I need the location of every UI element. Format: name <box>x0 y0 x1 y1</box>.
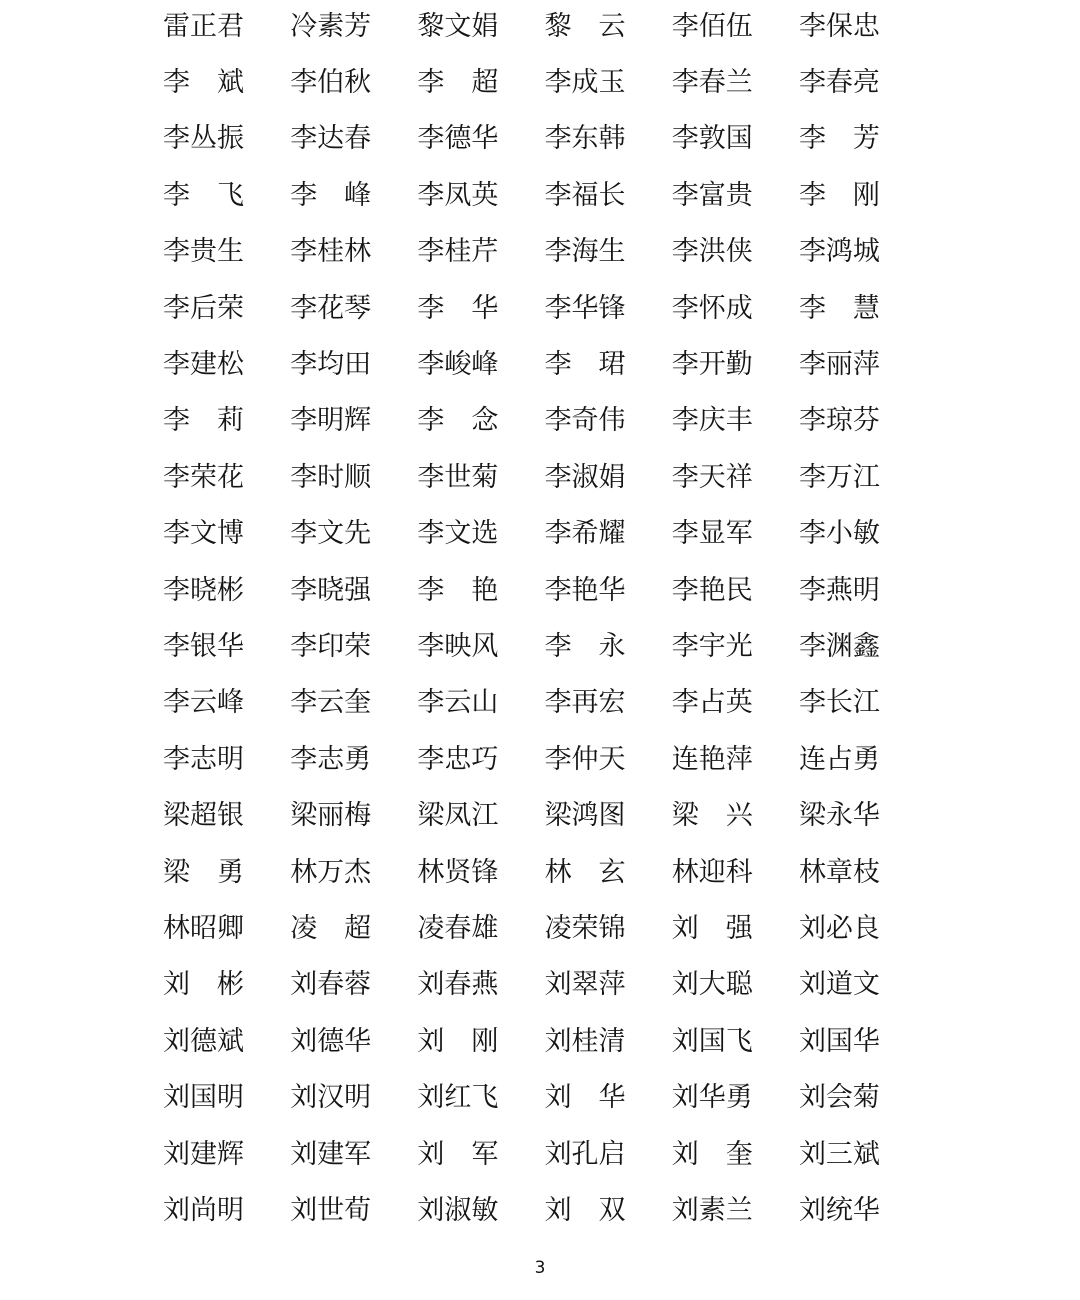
person-name: 李 珺 <box>544 349 626 381</box>
person-name: 李映风 <box>417 630 499 662</box>
person-name: 刘国华 <box>798 1025 880 1057</box>
person-name: 李占英 <box>671 687 753 719</box>
person-name: 李 永 <box>544 630 626 662</box>
person-name: 李云奎 <box>290 687 372 719</box>
person-name: 冷素芳 <box>290 10 372 42</box>
person-name: 李文先 <box>290 518 372 550</box>
name-row <box>163 1182 880 1238</box>
name-row <box>163 618 880 674</box>
person-name: 刘 奎 <box>671 1138 753 1170</box>
person-name: 李庆丰 <box>671 405 753 437</box>
person-name: 林迎科 <box>671 856 753 888</box>
person-name: 刘汉明 <box>290 1082 372 1114</box>
person-name: 李渊鑫 <box>798 630 880 662</box>
person-name: 李 超 <box>417 67 499 99</box>
person-name: 李怀成 <box>671 292 753 324</box>
person-name: 李 慧 <box>798 292 880 324</box>
person-name: 李 莉 <box>163 405 244 437</box>
person-name: 梁凤江 <box>417 800 499 832</box>
person-name: 李天祥 <box>671 461 753 493</box>
page-number: 3 <box>534 1258 546 1278</box>
name-row <box>163 280 880 336</box>
person-name: 李银华 <box>163 630 244 662</box>
person-name: 李艳民 <box>671 574 753 606</box>
person-name: 李云峰 <box>163 687 244 719</box>
person-name: 李荣花 <box>163 461 244 493</box>
person-name: 刘世荀 <box>290 1194 372 1226</box>
person-name: 李凤英 <box>417 179 499 211</box>
name-row <box>163 787 880 843</box>
name-row <box>163 1126 880 1182</box>
person-name: 刘道文 <box>798 969 880 1001</box>
person-name: 刘春燕 <box>417 969 499 1001</box>
person-name: 李建松 <box>163 349 244 381</box>
person-name: 林 玄 <box>544 856 626 888</box>
person-name: 林昭卿 <box>163 912 244 944</box>
person-name: 李丛振 <box>163 123 244 155</box>
name-row <box>163 0 880 54</box>
name-row <box>163 167 880 223</box>
person-name: 李希耀 <box>544 518 626 550</box>
person-name: 刘建军 <box>290 1138 372 1170</box>
name-row <box>163 111 880 167</box>
person-name: 李 刚 <box>798 179 880 211</box>
person-name: 李志明 <box>163 743 244 775</box>
person-name: 李 峰 <box>290 179 372 211</box>
person-name: 李明辉 <box>290 405 372 437</box>
person-name: 连占勇 <box>798 743 880 775</box>
person-name: 梁鸿图 <box>544 800 626 832</box>
name-row <box>163 54 880 110</box>
person-name: 李成玉 <box>544 67 626 99</box>
person-name: 李 华 <box>417 292 499 324</box>
person-name: 李世菊 <box>417 461 499 493</box>
person-name: 刘桂清 <box>544 1025 626 1057</box>
person-name: 连艳萍 <box>671 743 753 775</box>
name-row <box>163 506 880 562</box>
person-name: 李后荣 <box>163 292 244 324</box>
person-name: 林章枝 <box>798 856 880 888</box>
person-name: 李印荣 <box>290 630 372 662</box>
person-name: 李忠巧 <box>417 743 499 775</box>
person-name: 李春兰 <box>671 67 753 99</box>
person-name: 黎 云 <box>544 10 626 42</box>
person-name: 刘孔启 <box>544 1138 626 1170</box>
person-name: 刘红飞 <box>417 1082 499 1114</box>
person-name: 刘国明 <box>163 1082 244 1114</box>
person-name: 李鸿城 <box>798 236 880 268</box>
person-name: 李再宏 <box>544 687 626 719</box>
name-row <box>163 957 880 1013</box>
person-name: 黎文娟 <box>417 10 499 42</box>
name-grid <box>163 0 880 1239</box>
person-name: 凌荣锦 <box>544 912 626 944</box>
person-name: 刘三斌 <box>798 1138 880 1170</box>
name-row <box>163 675 880 731</box>
person-name: 李伯秋 <box>290 67 372 99</box>
person-name: 刘德斌 <box>163 1025 244 1057</box>
person-name: 刘 彬 <box>163 969 244 1001</box>
person-name: 李东韩 <box>544 123 626 155</box>
name-row <box>163 1013 880 1069</box>
person-name: 刘大聪 <box>671 969 753 1001</box>
person-name: 李达春 <box>290 123 372 155</box>
person-name: 林贤锋 <box>417 856 499 888</box>
person-name: 梁超银 <box>163 800 244 832</box>
person-name: 李万江 <box>798 461 880 493</box>
person-name: 李敦国 <box>671 123 753 155</box>
person-name: 李晓强 <box>290 574 372 606</box>
person-name: 李德华 <box>417 123 499 155</box>
person-name: 李桂林 <box>290 236 372 268</box>
person-name: 雷正君 <box>163 10 244 42</box>
person-name: 李桂芹 <box>417 236 499 268</box>
person-name: 刘 双 <box>544 1194 626 1226</box>
person-name: 李福长 <box>544 179 626 211</box>
person-name: 李 斌 <box>163 67 244 99</box>
person-name: 刘春蓉 <box>290 969 372 1001</box>
person-name: 刘会菊 <box>798 1082 880 1114</box>
person-name: 林万杰 <box>290 856 372 888</box>
person-name: 凌 超 <box>290 912 372 944</box>
person-name: 李华锋 <box>544 292 626 324</box>
person-name: 李丽萍 <box>798 349 880 381</box>
person-name: 刘华勇 <box>671 1082 753 1114</box>
person-name: 李保忠 <box>798 10 880 42</box>
person-name: 刘素兰 <box>671 1194 753 1226</box>
name-row <box>163 449 880 505</box>
name-row <box>163 224 880 280</box>
name-row <box>163 1069 880 1125</box>
person-name: 李贵生 <box>163 236 244 268</box>
person-name: 李宇光 <box>671 630 753 662</box>
person-name: 李小敏 <box>798 518 880 550</box>
person-name: 梁丽梅 <box>290 800 372 832</box>
person-name: 李春亮 <box>798 67 880 99</box>
person-name: 刘 军 <box>417 1138 499 1170</box>
person-name: 刘必良 <box>798 912 880 944</box>
person-name: 李淑娟 <box>544 461 626 493</box>
person-name: 李 芳 <box>798 123 880 155</box>
person-name: 李琼芬 <box>798 405 880 437</box>
name-row <box>163 844 880 900</box>
person-name: 李峻峰 <box>417 349 499 381</box>
person-name: 李开勤 <box>671 349 753 381</box>
person-name: 李 飞 <box>163 179 244 211</box>
name-row <box>163 393 880 449</box>
person-name: 李云山 <box>417 687 499 719</box>
name-row <box>163 900 880 956</box>
person-name: 李长江 <box>798 687 880 719</box>
person-name: 梁 勇 <box>163 856 244 888</box>
person-name: 李均田 <box>290 349 372 381</box>
name-row <box>163 562 880 618</box>
person-name: 李花琴 <box>290 292 372 324</box>
person-name: 刘建辉 <box>163 1138 244 1170</box>
person-name: 李海生 <box>544 236 626 268</box>
person-name: 李燕明 <box>798 574 880 606</box>
name-row <box>163 731 880 787</box>
person-name: 李洪侠 <box>671 236 753 268</box>
person-name: 刘 强 <box>671 912 753 944</box>
person-name: 刘国飞 <box>671 1025 753 1057</box>
person-name: 李 艳 <box>417 574 499 606</box>
person-name: 李 念 <box>417 405 499 437</box>
person-name: 梁永华 <box>798 800 880 832</box>
person-name: 李晓彬 <box>163 574 244 606</box>
person-name: 凌春雄 <box>417 912 499 944</box>
person-name: 刘 刚 <box>417 1025 499 1057</box>
name-row <box>163 336 880 392</box>
person-name: 李仲天 <box>544 743 626 775</box>
person-name: 刘统华 <box>798 1194 880 1226</box>
person-name: 刘翠萍 <box>544 969 626 1001</box>
person-name: 李佰伍 <box>671 10 753 42</box>
person-name: 李奇伟 <box>544 405 626 437</box>
person-name: 李艳华 <box>544 574 626 606</box>
person-name: 刘 华 <box>544 1082 626 1114</box>
person-name: 李时顺 <box>290 461 372 493</box>
person-name: 李文博 <box>163 518 244 550</box>
person-name: 刘淑敏 <box>417 1194 499 1226</box>
person-name: 李富贵 <box>671 179 753 211</box>
person-name: 李志勇 <box>290 743 372 775</box>
person-name: 刘德华 <box>290 1025 372 1057</box>
person-name: 李文选 <box>417 518 499 550</box>
person-name: 梁 兴 <box>671 800 753 832</box>
person-name: 李显军 <box>671 518 753 550</box>
person-name: 刘尚明 <box>163 1194 244 1226</box>
